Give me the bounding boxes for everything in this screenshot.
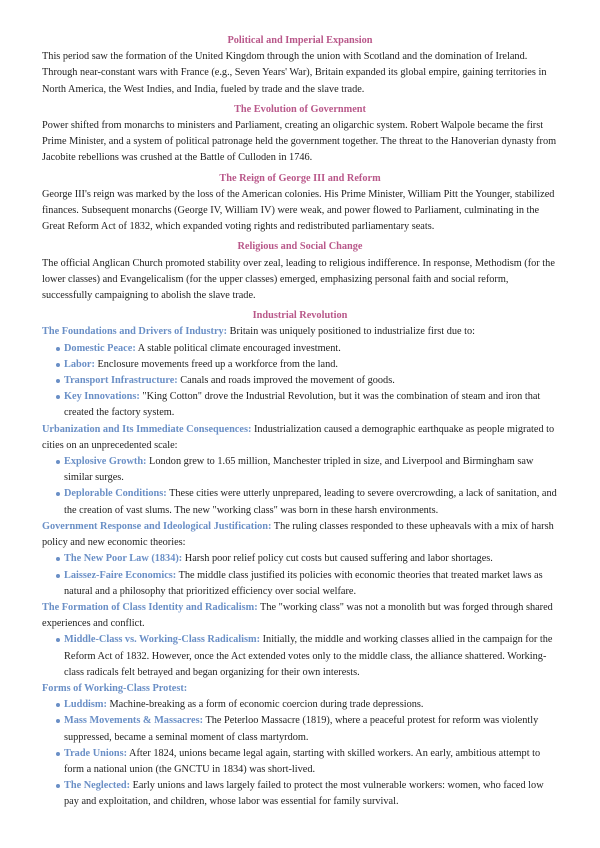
list-item-term: Mass Movements & Massacres: — [64, 715, 204, 727]
section-heading: Religious and Social Change — [237, 241, 363, 253]
list-item — [56, 454, 558, 486]
subsection-lead: The Formation of Class Identity and Radicalism: — [42, 601, 258, 613]
list-item-term: Transport Infrastructure: — [64, 375, 178, 387]
list-item-text: "King Cotton" drove the Industrial Revolution, but it was the combination of steam and iron that created the factory system. — [64, 391, 541, 419]
subsection-lead: Forms of Working-Class Protest: — [42, 682, 188, 694]
list-item — [56, 713, 558, 745]
subsection-foundations — [42, 324, 558, 340]
section-industrial — [42, 308, 558, 810]
list-item-term: Explosive Growth: — [64, 456, 147, 468]
list-item-term: Domestic Peace: — [64, 342, 136, 354]
list-item-text: London grew to 1.65 million, Manchester tripled in size, and Liverpool and Birmingham saw similar surges. — [64, 456, 534, 484]
list-item-text: After 1824, unions became legal again, starting with skilled workers. An early, ambitious attempt to form a national union (the GNCTU in 1834) was short-lived. — [64, 747, 541, 775]
list-item-text: Canals and roads improved the movement of goods. — [177, 375, 395, 387]
subsection-response — [42, 519, 558, 551]
list-item-term: Trade Unions: — [64, 747, 128, 759]
section-heading: The Evolution of Government — [234, 103, 366, 115]
subsection-lead: The Foundations and Drivers of Industry: — [42, 326, 228, 338]
subsection-lead: Urbanization and Its Immediate Consequences: — [42, 423, 252, 435]
section-george-iii — [42, 171, 558, 236]
list-item-term: Labor: — [64, 358, 95, 370]
identity-list — [42, 632, 558, 681]
subsection-text: The "working class" was not a monolith but was forged through shared experiences and conflict. — [42, 601, 553, 630]
list-item-text: These cities were utterly unprepared, leading to severe overcrowding, a lack of sanitation, and the creation of vast slums. The new "working class" was born in these harsh environments. — [64, 488, 557, 516]
list-item-text: Enclosure movements freed up a workforce from the land. — [94, 358, 338, 370]
protest-list — [42, 697, 558, 810]
list-item-text: Early unions and laws largely failed to protect the most vulnerable workers: women, who faced low pay and exploitation, and children, whose labor was essential for family survival. — [64, 780, 544, 808]
list-item — [56, 568, 558, 600]
list-item — [56, 778, 558, 810]
list-item — [56, 697, 558, 713]
section-body: George III's reign was marked by the loss of the American colonies. His Prime Minister, William Pitt the Younger, stabilized finances. Subsequent monarchs (George IV, William IV) were weak, and power flowed to Parliament, culminating in the Great Reform Act of 1832, which expanded voting rights and redistributed parliamentary seats. — [42, 188, 555, 233]
list-item-text: The Peterloo Massacre (1819), where a peaceful protest for reform was violently suppressed, became a seminal moment of class martyrdom. — [64, 715, 539, 743]
list-item — [56, 632, 558, 681]
section-political — [42, 33, 558, 98]
subsection-lead: Government Response and Ideological Justification: — [42, 520, 272, 532]
section-heading: Political and Imperial Expansion — [227, 35, 373, 46]
list-item-term: The Neglected: — [64, 780, 131, 792]
list-item-term: Luddism: — [64, 699, 107, 711]
list-item — [56, 373, 558, 389]
urbanization-list — [42, 454, 558, 519]
list-item-term: The New Poor Law (1834): — [64, 553, 183, 565]
list-item-term: Deplorable Conditions: — [64, 488, 167, 500]
subsection-identity — [42, 600, 558, 632]
subsection-text: The ruling classes responded to these upheavals with a mix of harsh policy and new economic theories: — [42, 520, 554, 549]
list-item-term: Middle-Class vs. Working-Class Radicalism: — [64, 634, 261, 646]
list-item-text: Harsh poor relief policy cut costs but caused suffering and labor shortages. — [182, 553, 493, 565]
list-item — [56, 341, 558, 357]
list-item — [56, 551, 558, 567]
response-list — [42, 551, 558, 600]
subsection-urbanization — [42, 422, 558, 454]
list-item-term: Key Innovations: — [64, 391, 140, 403]
list-item-text: A stable political climate encouraged investment. — [135, 342, 341, 354]
section-religious — [42, 239, 558, 304]
list-item — [56, 357, 558, 373]
section-body: The official Anglican Church promoted stability over zeal, leading to religious indifference. In response, Methodism (for the lower classes) and Evangelicalism (for the upper classes) emerged, emphasizing personal faith and social reform, successfully campaigning to abolish the slave trade. — [42, 257, 555, 302]
list-item-text: The middle class justified its policies with economic theories that treated market laws as natural and a philosophy that prioritized efficiency over social welfare. — [64, 569, 543, 597]
section-heading: Industrial Revolution — [252, 310, 348, 322]
list-item — [56, 486, 558, 518]
list-item-text: Initially, the middle and working classes allied in the campaign for the Reform Act of 1832. However, once the Act extended votes only to the middle class, the alliance shattered. Working-class radicals felt betrayed and began organizing for their own interests. — [64, 634, 553, 678]
list-item-term: Laissez-Faire Economics: — [64, 569, 177, 581]
section-body: Power shifted from monarchs to ministers and Parliament, creating an oligarchic system. Robert Walpole became the first Prime Minister, and a system of political patronage held the government together. The threat to the Hanoverian dynasty from Jacobite rebellions was crushed at the Battle of Culloden in 1746. — [42, 120, 557, 164]
section-body: This period saw the formation of the United Kingdom through the union with Scotland and the domination of Ireland. Through near-constant wars with France (e.g., Seven Years' War), Britain expanded its global empire, gaining territories in North America, the West Indies, and India, fueled by trade and the slave trade. — [42, 51, 547, 95]
subsection-protest — [42, 681, 558, 697]
foundations-list — [42, 341, 558, 422]
section-government — [42, 102, 558, 167]
list-item — [56, 389, 558, 421]
section-heading: The Reign of George III and Reform — [219, 172, 381, 184]
list-item — [56, 746, 558, 778]
list-item-text: Machine-breaking as a form of economic coercion during trade depressions. — [106, 699, 424, 711]
subsection-text: Britain was uniquely positioned to industrialize first due to: — [227, 326, 476, 338]
subsection-text: Industrialization caused a demographic earthquake as people migrated to cities on an unprecedented scale: — [42, 423, 555, 451]
